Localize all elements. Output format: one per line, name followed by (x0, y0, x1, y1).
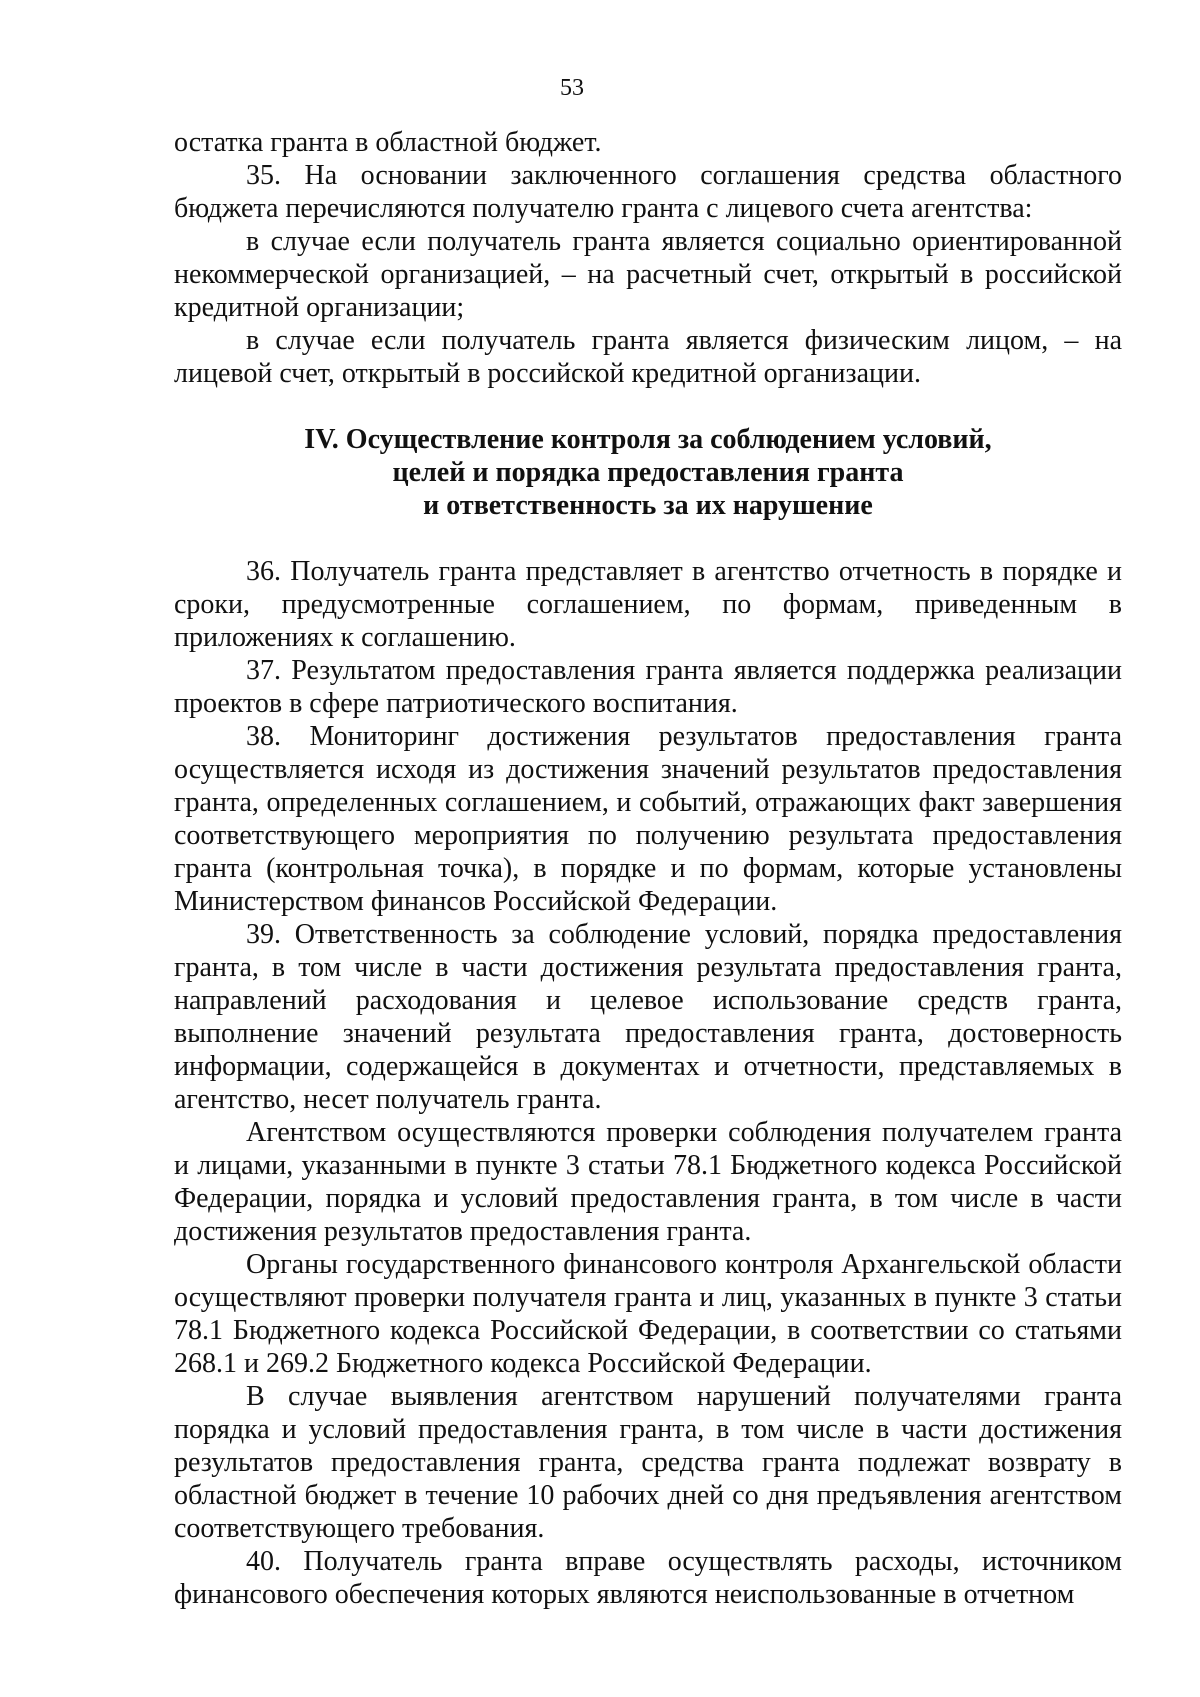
paragraph-40: 40. Получатель гранта вправе осуществлять расходы, источником финансового обеспечения которых являются неиспользованные в отчетном (174, 1546, 1122, 1610)
section-heading-line-3: и ответственность за их нарушение (423, 490, 873, 521)
section-heading-line-2: целей и порядка предоставления гранта (392, 457, 904, 488)
paragraph-37: 37. Результатом предоставления гранта является поддержка реализации проектов в сфере патриотического воспитания. (174, 655, 1122, 719)
paragraph-39-agency-checks: Агентством осуществляются проверки соблюдения получателем гранта и лицами, указанными в пункте 3 статьи 78.1 Бюджетного кодекса Российской Федерации, порядка и условий предоставления гранта, в том числе в части достижения результатов предоставления гранта. (174, 1117, 1122, 1247)
paragraph-35-case-individual: в случае если получатель гранта является физическим лицом, – на лицевой счет, открытый в российской кредитной организации. (174, 325, 1122, 389)
paragraph-39-violations: В случае выявления агентством нарушений получателями гранта порядка и условий предоставления гранта, в том числе в части достижения результатов предоставления гранта, средства гранта подлежат возврату в областной бюджет в течение 10 рабочих дней со дня предъявления агентством соответствующего требования. (174, 1381, 1122, 1544)
document-body (174, 126, 1122, 1611)
paragraph-35: 35. На основании заключенного соглашения средства областного бюджета перечисляются получателю гранта с лицевого счета агентства: (174, 160, 1122, 224)
section-heading-line-1: IV. Осуществление контроля за соблюдением условий, (304, 424, 992, 455)
paragraph-38: 38. Мониторинг достижения результатов предоставления гранта осуществляется исходя из достижения значений результатов предоставления гранта, определенных соглашением, и событий, отражающих факт завершения соответствующего мероприятия по получению результата предоставления гранта (контрольная точка), в порядке и по формам, которые установлены Министерством финансов Российской Федерации. (174, 721, 1122, 917)
paragraph-continuation: остатка гранта в областной бюджет. (174, 127, 602, 158)
paragraph-35-case-organization: в случае если получатель гранта является социально ориентированной некоммерческой организацией, – на расчетный счет, открытый в российской кредитной организации; (174, 226, 1122, 323)
section-heading (174, 423, 1122, 522)
paragraph-36: 36. Получатель гранта представляет в агентство отчетность в порядке и сроки, предусмотренные соглашением, по формам, приведенным в приложениях к соглашению. (174, 556, 1122, 653)
page-number: 53 (560, 75, 584, 101)
paragraph-39: 39. Ответственность за соблюдение условий, порядка предоставления гранта, в том числе в части достижения результата предоставления гранта, направлений расходования и целевое использование средств гранта, выполнение значений результата предоставления гранта, достоверность информации, содержащейся в документах и отчетности, представляемых в агентство, несет получатель гранта. (174, 919, 1122, 1115)
paragraph-39-state-control: Органы государственного финансового контроля Архангельской области осуществляют проверки получателя гранта и лиц, указанных в пункте 3 статьи 78.1 Бюджетного кодекса Российской Федерации, в соответствии со статьями 268.1 и 269.2 Бюджетного кодекса Российской Федерации. (174, 1249, 1122, 1379)
